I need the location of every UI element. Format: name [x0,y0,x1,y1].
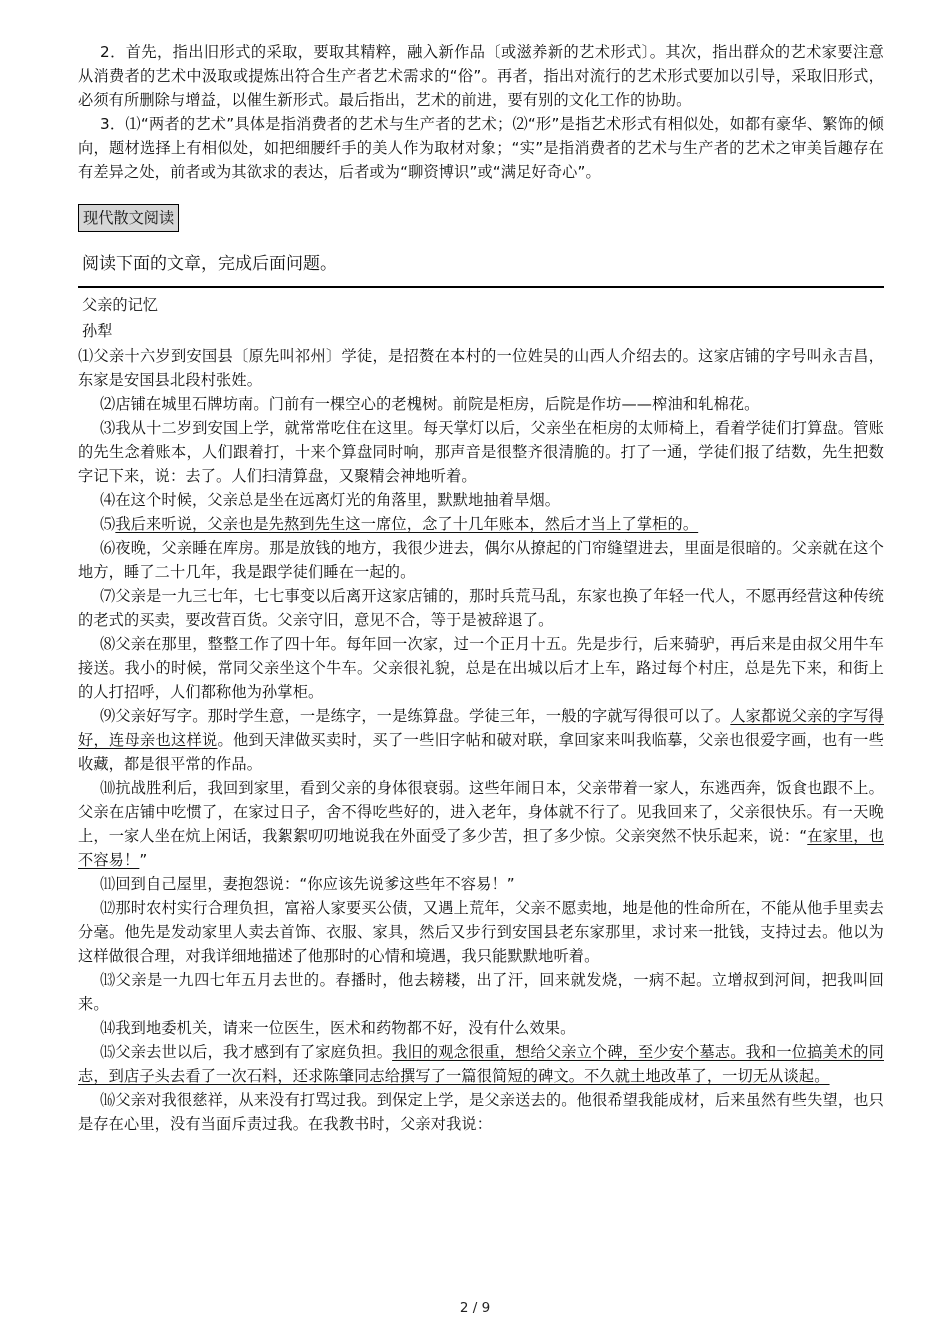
paragraph-13: ⒀父亲是一九四七年五月去世的。春播时，他去耪耧，出了汗，回来就发烧，一病不起。立增叔到河间，把我叫回来。 [78,971,884,1013]
paragraph-15-text-a: ⒂父亲去世以后，我才感到有了家庭负担。 [100,1043,393,1061]
document-page [78,40,884,1136]
paragraph-3: ⑶我从十二岁到安国上学，就常常吃住在这里。每天掌灯以后，父亲坐在柜房的太师椅上，看着学徒们打算盘。管账的先生念着账本，人们跟着打，十来个算盘同时响，那声音是很整齐很清脆的。打了一通，学徒们报了结数，先生把数字记下来，说：去了。人们扫清算盘，又聚精会神地听着。 [78,419,884,485]
answer-2: 2．首先，指出旧形式的采取，要取其精粹，融入新作品〔或滋养新的艺术形式〕。其次，指出群众的艺术家要注意从消费者的艺术中汲取或提炼出符合生产者艺术需求的“俗”。再者，指出对流行的艺术形式要加以引导，采取旧形式，必须有所删除与增益，以催生新形式。最后指出，艺术的前进，要有别的文化工作的协助。 [78,43,884,109]
page-number: 2 / 9 [459,1300,491,1316]
paragraph-14: ⒁我到地委机关，请来一位医生，医术和药物都不好，没有什么效果。 [100,1019,576,1037]
paragraph-6: ⑹夜晚，父亲睡在库房。那是放钱的地方，我很少进去，偶尔从撩起的门帘缝望进去，里面是很暗的。父亲就在这个地方，睡了二十几年，我是跟学徒们睡在一起的。 [78,539,884,581]
paragraph-2: ⑵店铺在城里石牌坊南。门前有一棵空心的老槐树。前院是柜房，后院是作坊——榨油和轧棉花。 [100,395,760,413]
paragraph-15-underlined: 我旧的观念很重，想给父亲立个碑，至少安个墓志。我和一位搞美术的同志，到店子头去看了一次石料，还求陈肇同志给撰写了一篇很简短的碑文。不久就土地改革了，一切无从谈起。 [78,1043,884,1085]
paragraph-15 [78,1040,884,1088]
paragraph-9-text-a: ⑼父亲好写字。那时学生意，一是练字，一是练算盘。学徒三年，一般的字就写得很可以了。 [100,707,731,725]
paragraph-9 [78,704,884,776]
paragraph-10-underlined: 在家里，也不容易！ [78,827,884,869]
paragraph-1: ⑴父亲十六岁到安国县〔原先叫祁州〕学徒，是招赘在本村的一位姓吴的山西人介绍去的。这家店铺的字号叫永吉昌，东家是安国县北段村张姓。 [78,347,884,389]
paragraph-16: ⒃父亲对我很慈祥，从来没有打骂过我。到保定上学，是父亲送去的。他很希望我能成材，后来虽然有些失望，也只是存在心里，没有当面斥责过我。在我教书时，父亲对我说： [78,1091,884,1133]
paragraph-12: ⑿那时农村实行合理负担，富裕人家要买公债，又遇上荒年，父亲不愿卖地，地是他的性命所在，不能从他手里卖去分毫。他先是发动家里人卖去首饰、衣服、家具，然后又步行到安国县老东家那里，求讨来一批钱，支持过去。他以为这样做很合理，对我详细地描述了他那时的心情和境遇，我只能默默地听着。 [78,899,884,965]
paragraph-7: ⑺父亲是一九三七年，七七事变以后离开这家店铺的，那时兵荒马乱，东家也换了年轻一代人，不愿再经营这种传统的老式的买卖，要改营百货。父亲守旧，意见不合，等于是被辞退了。 [78,587,884,629]
section-label: 现代散文阅读 [78,204,179,232]
article-author: 孙犁 [82,322,113,340]
paragraph-10-text-b: ” [139,851,148,869]
paragraph-4: ⑷在这个时候，父亲总是坐在远离灯光的角落里，默默地抽着旱烟。 [100,491,561,509]
answer-3: 3．⑴“两者的艺术”具体是指消费者的艺术与生产者的艺术；⑵“形”是指艺术形式有相似处，如都有豪华、繁饰的倾向，题材选择上有相似处，如把细腰纤手的美人作为取材对象；“实”是指消费者的艺术与生产者的艺术之审美旨趣存在有差异之处，前者或为其欲求的表达，后者或为“聊资博识”或“满足好奇心”。 [78,115,884,181]
paragraph-11: ⑾回到自己屋里，妻抱怨说：“你应该先说爹这些年不容易！” [100,875,515,893]
article-title: 父亲的记忆 [82,296,158,314]
reading-instruction: 阅读下面的文章，完成后面问题。 [78,250,884,288]
paragraph-9-text-b: 。他到天津做买卖时，买了一些旧字帖和破对联，拿回家来叫我临摹，父亲也很爱字画，也有一些收藏，都是很平常的作品。 [78,731,884,773]
paragraph-10 [78,776,884,872]
paragraph-5 [78,512,884,536]
paragraph-5-number: ⑸ [100,515,116,533]
paragraph-5-underlined: 我后来听说，父亲也是先熬到先生这一席位，念了十几年账本，然后才当上了掌柜的。 [115,515,699,533]
paragraph-10-text-a: ⑽抗战胜利后，我回到家里，看到父亲的身体很衰弱。这些年闹日本，父亲带着一家人，东逃西奔，饭食也跟不上。父亲在店铺中吃惯了，在家过日子，舍不得吃些好的，进入老年，身体就不行了。见我回来了，父亲很快乐。有一天晚上，一家人坐在炕上闲话，我絮絮叨叨地说我在外面受了多少苦，担了多少惊。父亲突然不快乐起来，说：“ [78,779,884,845]
paragraph-8: ⑻父亲在那里，整整工作了四十年。每年回一次家，过一个正月十五。先是步行，后来骑驴，再后来是由叔父用牛车接送。我小的时候，常同父亲坐这个牛车。父亲很礼貌，总是在出城以后才上车，路过每个村庄，总是先下来，和街上的人打招呼，人们都称他为孙掌柜。 [78,635,884,701]
paragraph-9-underlined: 人家都说父亲的字写得好，连母亲也这样说 [78,707,885,749]
